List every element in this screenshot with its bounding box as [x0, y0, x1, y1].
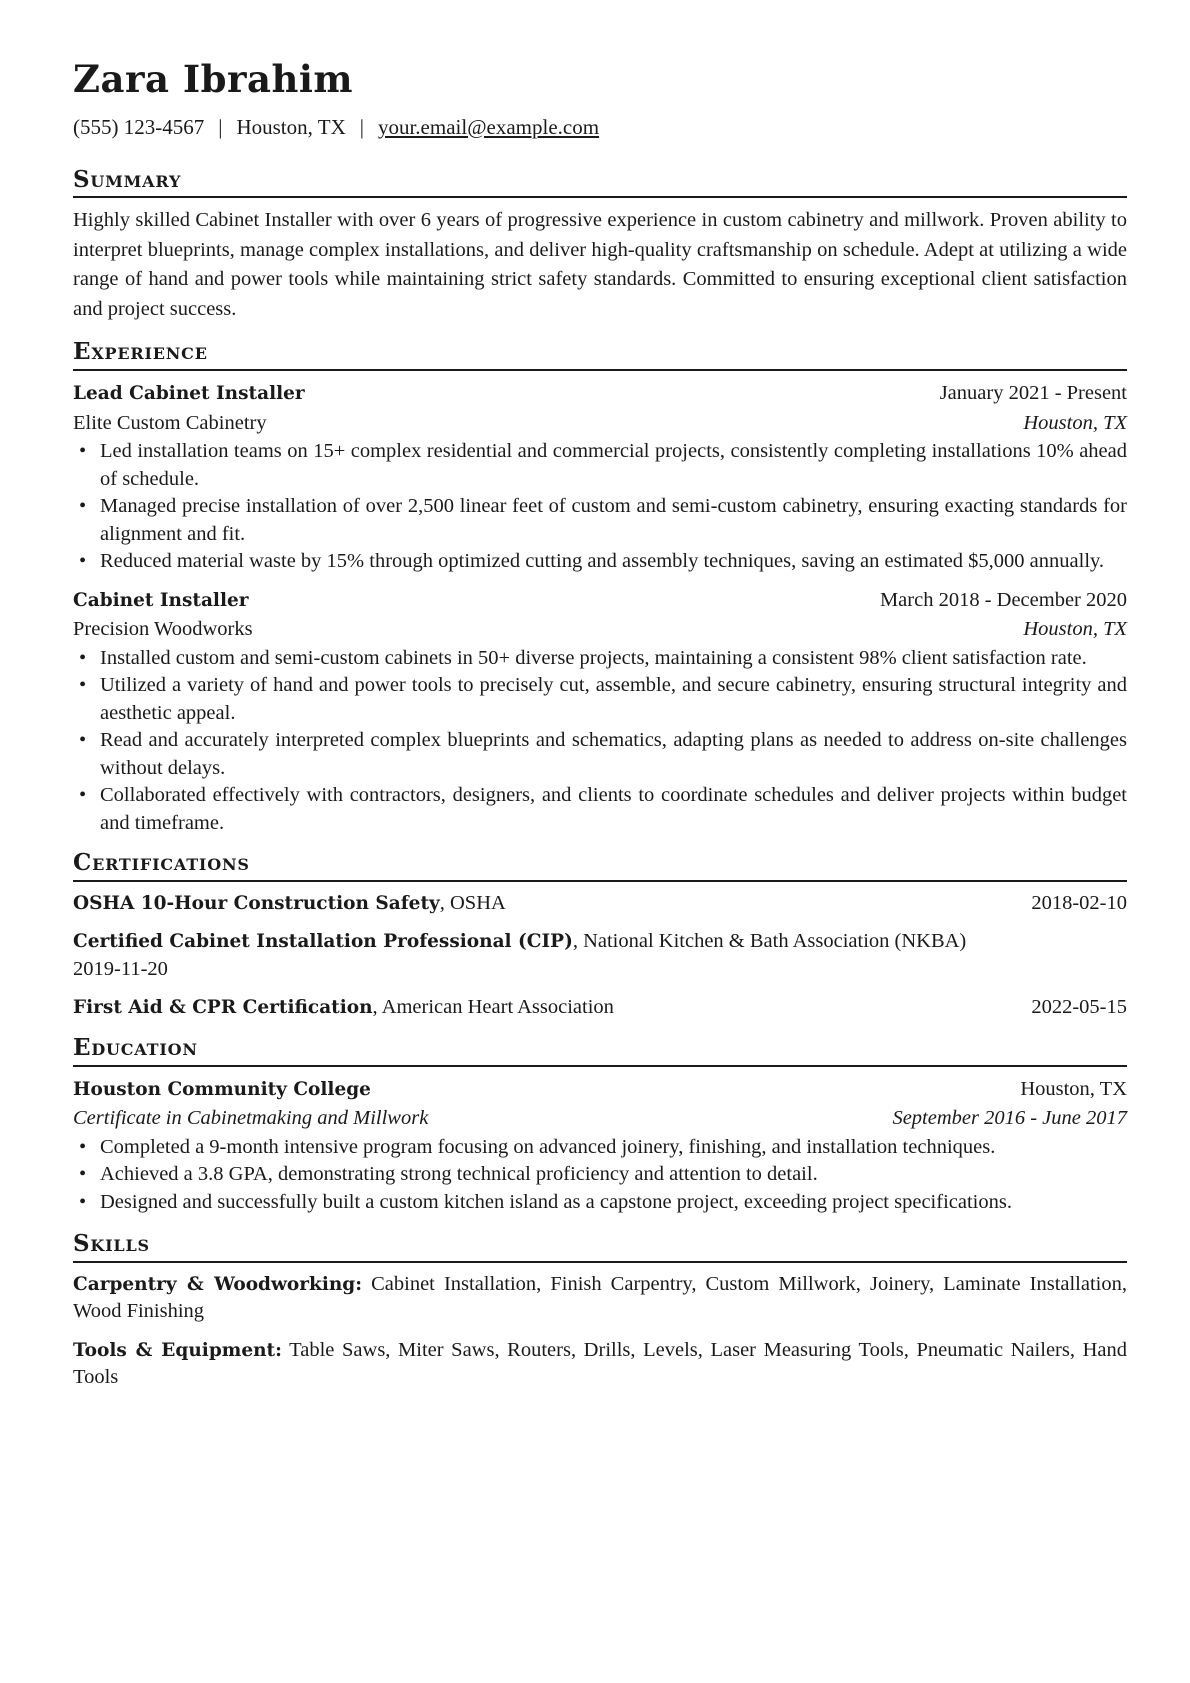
job-bullets [73, 645, 1127, 838]
separator: | [359, 114, 364, 139]
section-title-certifications: Certifications [73, 849, 1127, 882]
education-dates: September 2016 - June 2017 [892, 1107, 1127, 1130]
job-entry [73, 379, 1127, 576]
cert-name: Certified Cabinet Installation Professional (CIP) [73, 931, 573, 953]
school-location: Houston, TX [1020, 1077, 1127, 1100]
cert-item [73, 928, 1127, 983]
job-entry [73, 586, 1127, 838]
resume-page [73, 58, 1127, 1403]
job-dates: March 2018 - December 2020 [879, 588, 1127, 611]
education-bullets [73, 1134, 1127, 1217]
certifications-section [73, 849, 1127, 1022]
phone: (555) 123-4567 [73, 114, 205, 139]
job-role: Lead Cabinet Installer [73, 383, 305, 405]
school-name: Houston Community College [73, 1078, 371, 1100]
experience-section [73, 338, 1127, 837]
cert-issuer: , OSHA [439, 891, 506, 914]
job-location: Houston, TX [1023, 411, 1127, 434]
job-company: Elite Custom Cabinetry [73, 411, 267, 434]
section-title-experience: Experience [73, 338, 1127, 371]
email-link[interactable]: your.email@example.com [377, 114, 600, 139]
contact-line [73, 115, 1127, 140]
job-role: Cabinet Installer [73, 589, 249, 611]
skill-group [73, 1271, 1127, 1326]
cert-name: OSHA 10-Hour Construction Safety [73, 892, 440, 914]
skill-items: Table Saws, Miter Saws, Routers, Drills, Levels, Laser Measuring Tools, Pneumatic Nailers, Hand Tools [73, 1338, 1127, 1389]
section-title-summary: Summary [73, 166, 1127, 199]
cert-date: 2019-11-20 [73, 957, 168, 980]
skill-group [73, 1337, 1127, 1392]
job-location: Houston, TX [1023, 618, 1127, 641]
cert-issuer: , American Heart Association [372, 996, 614, 1019]
degree: Certificate in Cabinetmaking and Millwork [73, 1107, 429, 1130]
bullet-item: • Designed and successfully built a custom kitchen island as a capstone project, exceeding project specifications. [73, 1189, 1127, 1217]
cert-item [73, 890, 1127, 918]
job-company: Precision Woodworks [73, 618, 253, 641]
skills-section [73, 1230, 1127, 1392]
skill-label: Carpentry & Woodworking: [73, 1273, 363, 1295]
bullet-item: • Reduced material waste by 15% through optimized cutting and assembly techniques, saving an estimated $5,000 annually. [73, 548, 1127, 576]
cert-issuer: , National Kitchen & Bath Association (NKBA) [572, 930, 967, 953]
summary-section [73, 166, 1127, 325]
bullet-item: • Managed precise installation of over 2,500 linear feet of custom and semi-custom cabinetry, ensuring exacting standards for alignment and fit. [73, 493, 1127, 548]
bullet-item: • Led installation teams on 15+ complex residential and commercial projects, consistently completing installations 10% ahead of schedule. [73, 438, 1127, 493]
bullet-item: • Collaborated effectively with contractors, designers, and clients to coordinate schedules and deliver projects within budget and timeframe. [73, 782, 1127, 837]
bullet-item: • Utilized a variety of hand and power tools to precisely cut, assemble, and secure cabinetry, ensuring structural integrity and aesthetic appeal. [73, 672, 1127, 727]
separator: | [218, 114, 223, 139]
location: Houston, TX [236, 114, 346, 139]
summary-text: Highly skilled Cabinet Installer with over 6 years of progressive experience in custom cabinetry and millwork. Proven ability to interpret blueprints, manage complex installations, and deliver high-quality craftsmanship on schedule. Adept at utilizing a wide range of hand and power tools while maintaining strict safety standards. Committed to ensuring exceptional client satisfaction and project success. [73, 209, 1127, 320]
section-title-education: Education [73, 1034, 1127, 1067]
cert-item [73, 994, 1127, 1022]
cert-name: First Aid & CPR Certification [73, 997, 373, 1019]
bullet-item: • Read and accurately interpreted complex blueprints and schematics, adapting plans as needed to address on-site challenges without delays. [73, 727, 1127, 782]
skill-items: Cabinet Installation, Finish Carpentry, Custom Millwork, Joinery, Laminate Installation, Wood Finishing [73, 1272, 1127, 1323]
bullet-item: • Installed custom and semi-custom cabinets in 50+ diverse projects, maintaining a consistent 98% client satisfaction rate. [73, 645, 1127, 673]
section-title-skills: Skills [73, 1230, 1127, 1263]
candidate-name: Zara Ibrahim [73, 57, 354, 101]
skill-label: Tools & Equipment: [73, 1339, 282, 1361]
bullet-item: • Completed a 9-month intensive program focusing on advanced joinery, finishing, and installation techniques. [73, 1134, 1127, 1162]
cert-date: 2018-02-10 [1031, 891, 1127, 914]
cert-date: 2022-05-15 [1031, 996, 1127, 1019]
job-bullets [73, 438, 1127, 576]
job-dates: January 2021 - Present [939, 382, 1127, 405]
education-section [73, 1034, 1127, 1216]
bullet-item: • Achieved a 3.8 GPA, demonstrating strong technical proficiency and attention to detail. [73, 1161, 1127, 1189]
